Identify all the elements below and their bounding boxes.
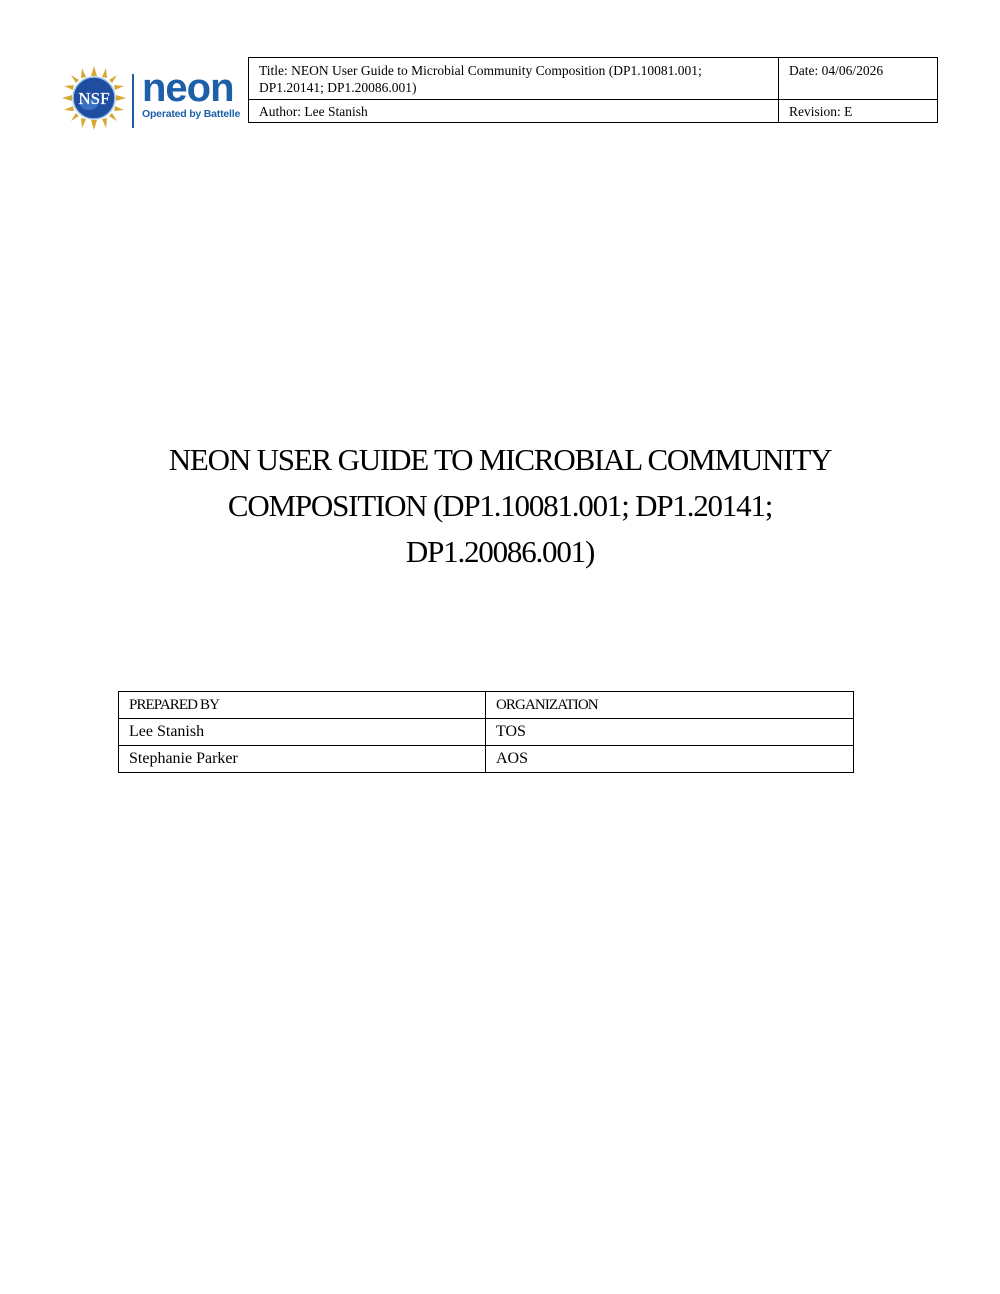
document-title-line: DP1.20086.001) xyxy=(405,534,595,569)
prepared-by-header: PREPARED BY xyxy=(119,692,486,719)
neon-wordmark-text: neon xyxy=(142,68,234,108)
neon-wordmark xyxy=(142,68,238,108)
nsf-seal-text: NSF xyxy=(78,89,110,108)
preparer-organization: AOS xyxy=(486,746,854,773)
neon-nsf-logo xyxy=(62,64,241,132)
prepared-by-header-row xyxy=(119,692,854,719)
table-row xyxy=(119,746,854,773)
header-row xyxy=(249,58,938,100)
header-date-cell: Date: 04/06/2026 xyxy=(779,58,938,100)
header-author-cell: Author: Lee Stanish xyxy=(249,100,779,123)
logo-divider xyxy=(132,74,134,128)
header-row xyxy=(249,100,938,123)
document-title-line: NEON USER GUIDE TO MICROBIAL COMMUNITY xyxy=(168,442,832,477)
document-title-line: COMPOSITION (DP1.10081.001; DP1.20141; xyxy=(227,488,773,523)
header-revision-cell: Revision: E xyxy=(779,100,938,123)
organization-header: ORGANIZATION xyxy=(486,692,854,719)
header-title-cell: Title: NEON User Guide to Microbial Community Composition (DP1.10081.001; DP1.20141; DP1.20086.001) xyxy=(249,58,779,100)
preparer-name: Stephanie Parker xyxy=(119,746,486,773)
prepared-by-table xyxy=(118,691,854,773)
operated-by-battelle-tagline: Operated by Battelle xyxy=(142,108,241,120)
preparer-organization: TOS xyxy=(486,719,854,746)
document-title xyxy=(100,437,900,575)
table-row xyxy=(119,719,854,746)
preparer-name: Lee Stanish xyxy=(119,719,486,746)
document-header-table xyxy=(248,57,938,123)
nsf-seal-icon xyxy=(62,66,126,130)
